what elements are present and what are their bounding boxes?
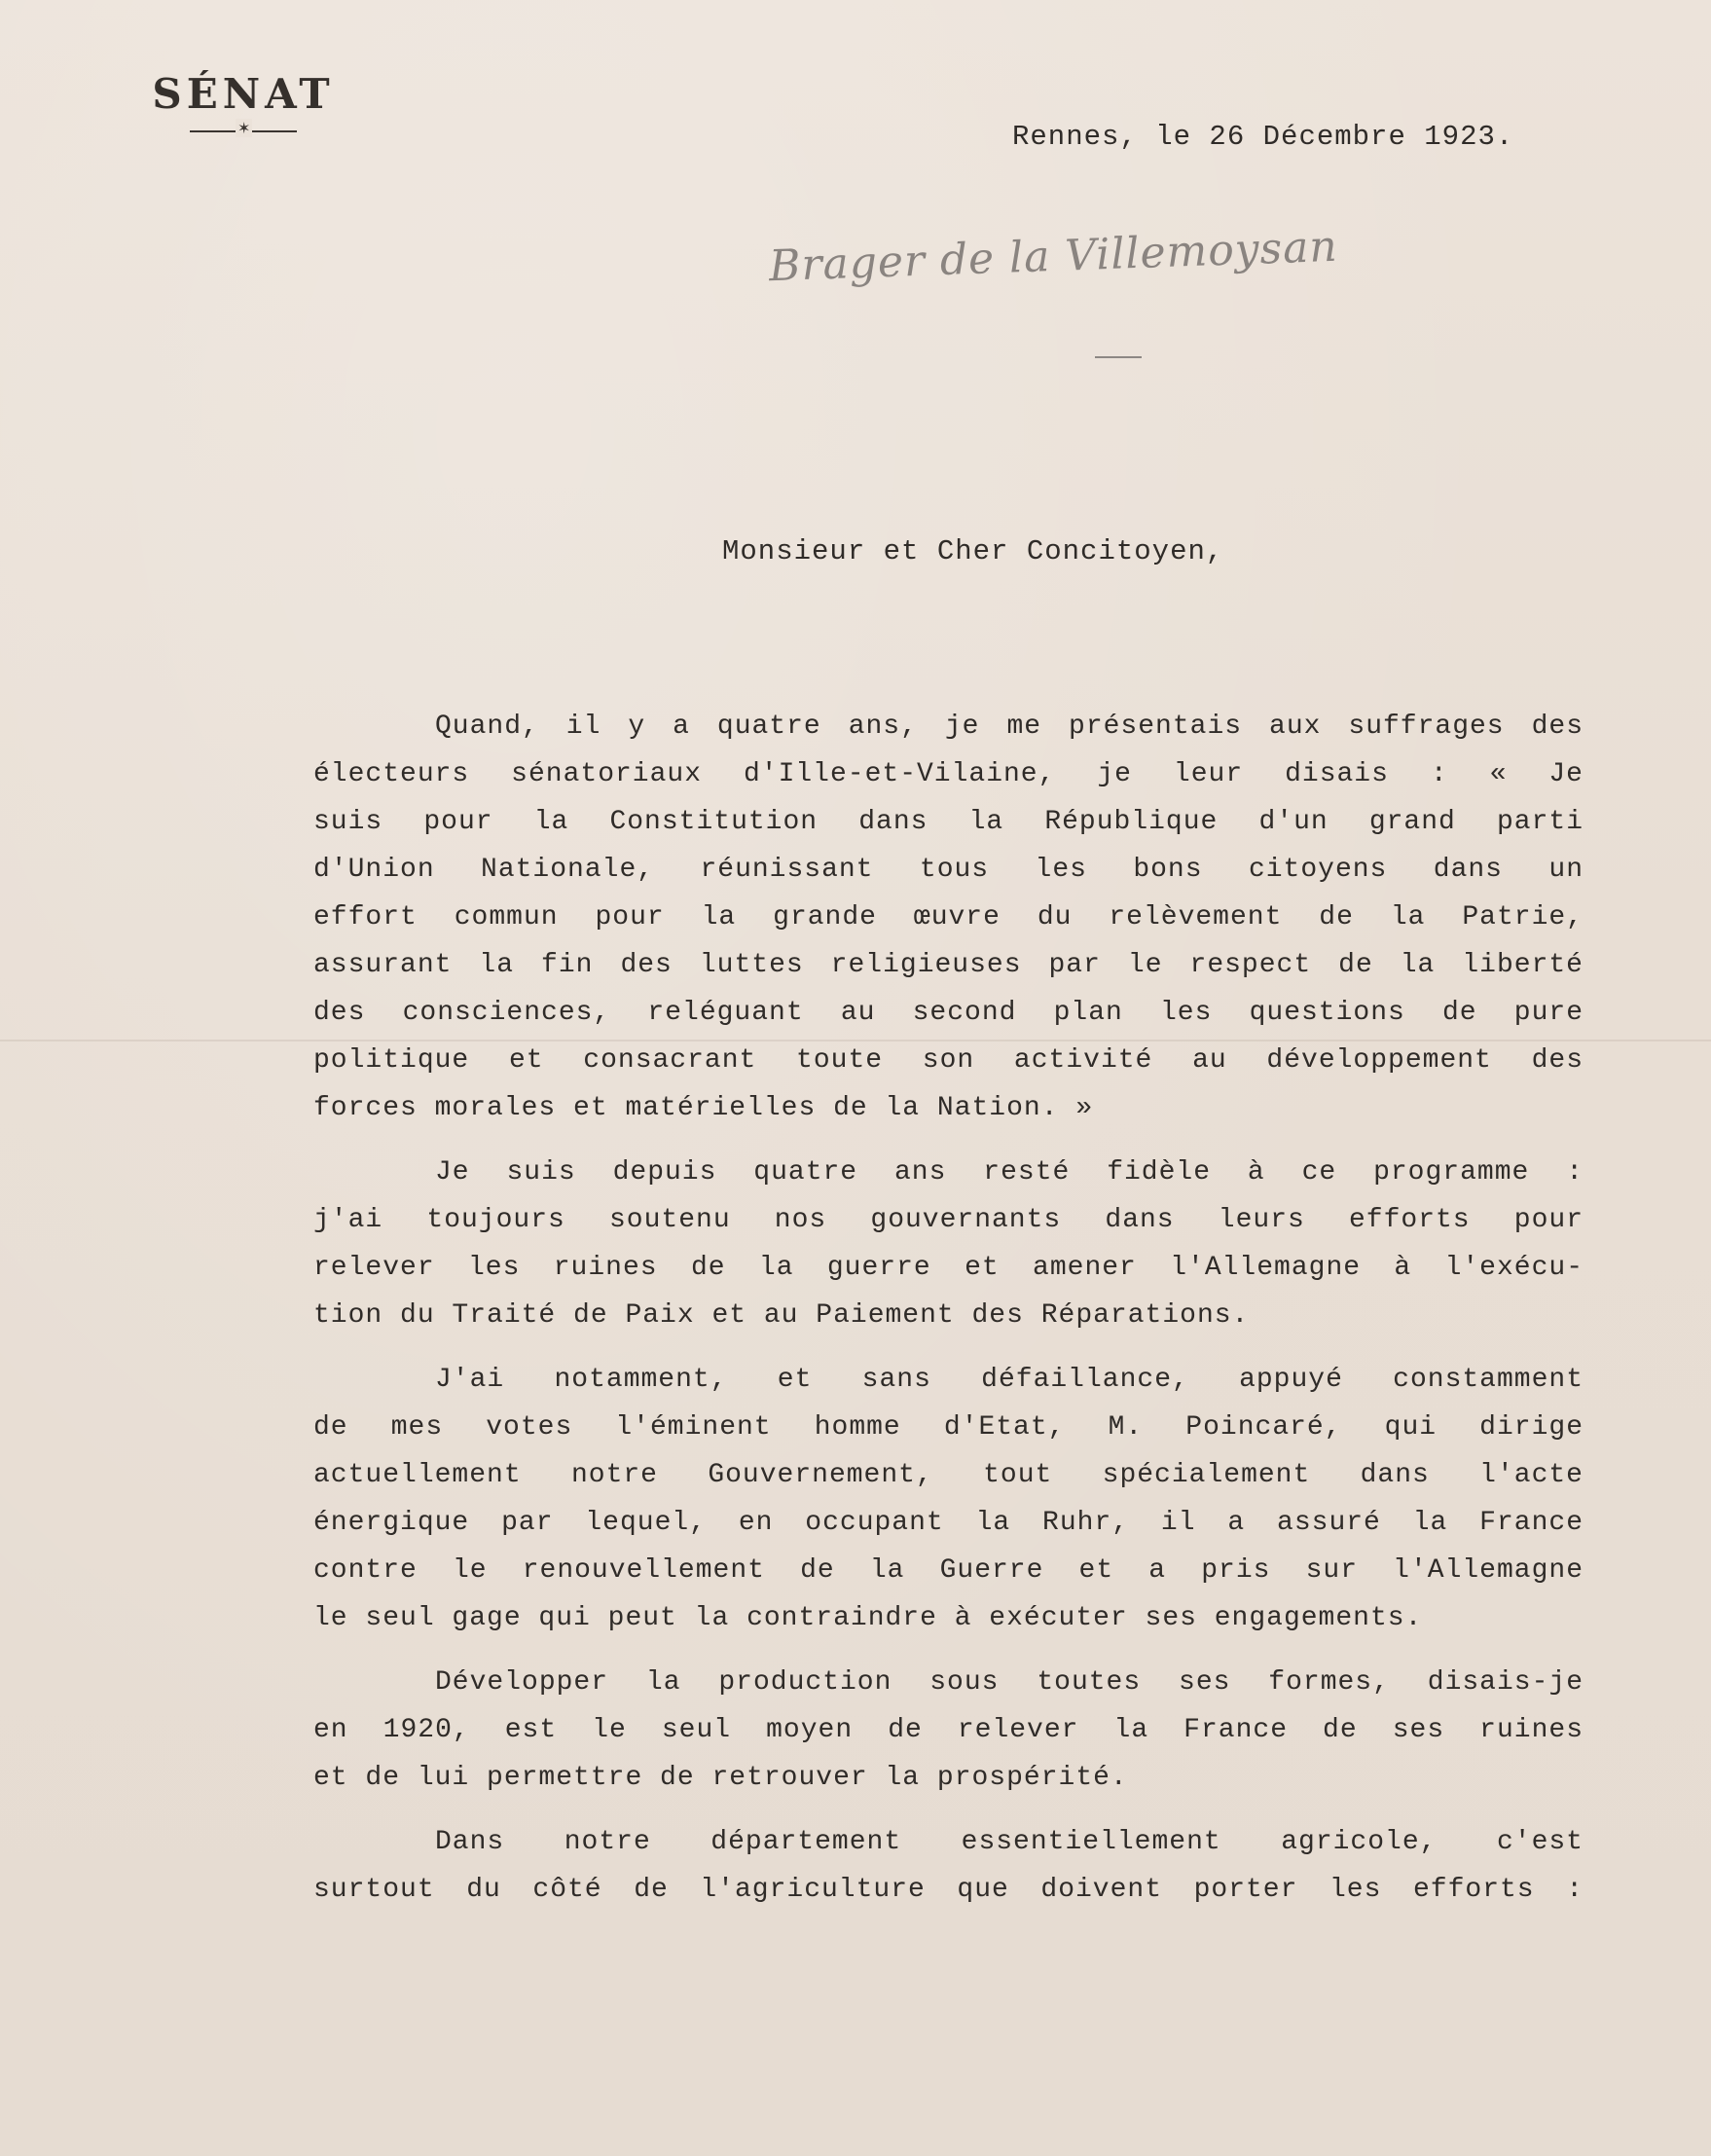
handwritten-dash	[1095, 356, 1142, 358]
text-line: tion du Traité de Paix et au Paiement des Réparations.	[313, 1300, 1250, 1331]
letterhead-title: SÉNAT	[152, 70, 335, 118]
text-line: assurant la fin des luttes religieuses par le respect de la liberté	[313, 950, 1584, 980]
handwritten-annotation: Brager de la Villemoysan	[768, 221, 1339, 292]
text-line: et de lui permettre de retrouver la prospérité.	[313, 1763, 1128, 1793]
text-line: en 1920, est le seul moyen de relever la France de ses ruines	[313, 1715, 1584, 1745]
paragraph-2	[313, 1149, 1584, 1339]
text-line: J'ai notamment, et sans défaillance, appuyé constamment	[435, 1365, 1584, 1395]
paragraph-1	[313, 703, 1584, 1132]
text-line: des consciences, reléguant au second plan les questions de pure	[313, 998, 1584, 1028]
letter-body	[313, 703, 1584, 1930]
paragraph-4	[313, 1659, 1584, 1802]
text-line: d'Union Nationale, réunissant tous les bons citoyens dans un	[313, 855, 1584, 885]
text-line: Quand, il y a quatre ans, je me présentais aux suffrages des	[435, 712, 1584, 742]
text-line: de mes votes l'éminent homme d'Etat, M. Poincaré, qui dirige	[313, 1412, 1584, 1443]
text-line: contre le renouvellement de la Guerre et a pris sur l'Allemagne	[313, 1555, 1584, 1586]
salutation: Monsieur et Cher Concitoyen,	[722, 535, 1224, 567]
letterhead-ornament	[190, 119, 297, 137]
text-line: relever les ruines de la guerre et amener l'Allemagne à l'exécu-	[313, 1253, 1584, 1283]
letterhead	[127, 70, 360, 137]
text-line: forces morales et matérielles de la Nation. »	[313, 1093, 1094, 1123]
text-line: électeurs sénatoriaux d'Ille-et-Vilaine, je leur disais : « Je	[313, 759, 1584, 789]
text-line: le seul gage qui peut la contraindre à exécuter ses engagements.	[313, 1603, 1423, 1633]
text-line: suis pour la Constitution dans la République d'un grand parti	[313, 807, 1584, 837]
paragraph-3	[313, 1356, 1584, 1642]
text-line: Dans notre département essentiellement agricole, c'est	[435, 1827, 1584, 1857]
text-line: actuellement notre Gouvernement, tout spécialement dans l'acte	[313, 1460, 1584, 1490]
paragraph-5	[313, 1818, 1584, 1914]
text-line: énergique par lequel, en occupant la Ruhr, il a assuré la France	[313, 1508, 1584, 1538]
text-line: politique et consacrant toute son activité au développement des	[313, 1045, 1584, 1076]
text-line: Développer la production sous toutes ses formes, disais-je	[435, 1667, 1584, 1698]
ornament-star-icon: ✶	[237, 119, 251, 137]
text-line: effort commun pour la grande œuvre du relèvement de la Patrie,	[313, 902, 1584, 932]
text-line: j'ai toujours soutenu nos gouvernants dans leurs efforts pour	[313, 1205, 1584, 1235]
text-line: Je suis depuis quatre ans resté fidèle à ce programme :	[435, 1157, 1584, 1188]
dateline: Rennes, le 26 Décembre 1923.	[1012, 121, 1514, 153]
text-line: surtout du côté de l'agriculture que doivent porter les efforts :	[313, 1875, 1584, 1905]
